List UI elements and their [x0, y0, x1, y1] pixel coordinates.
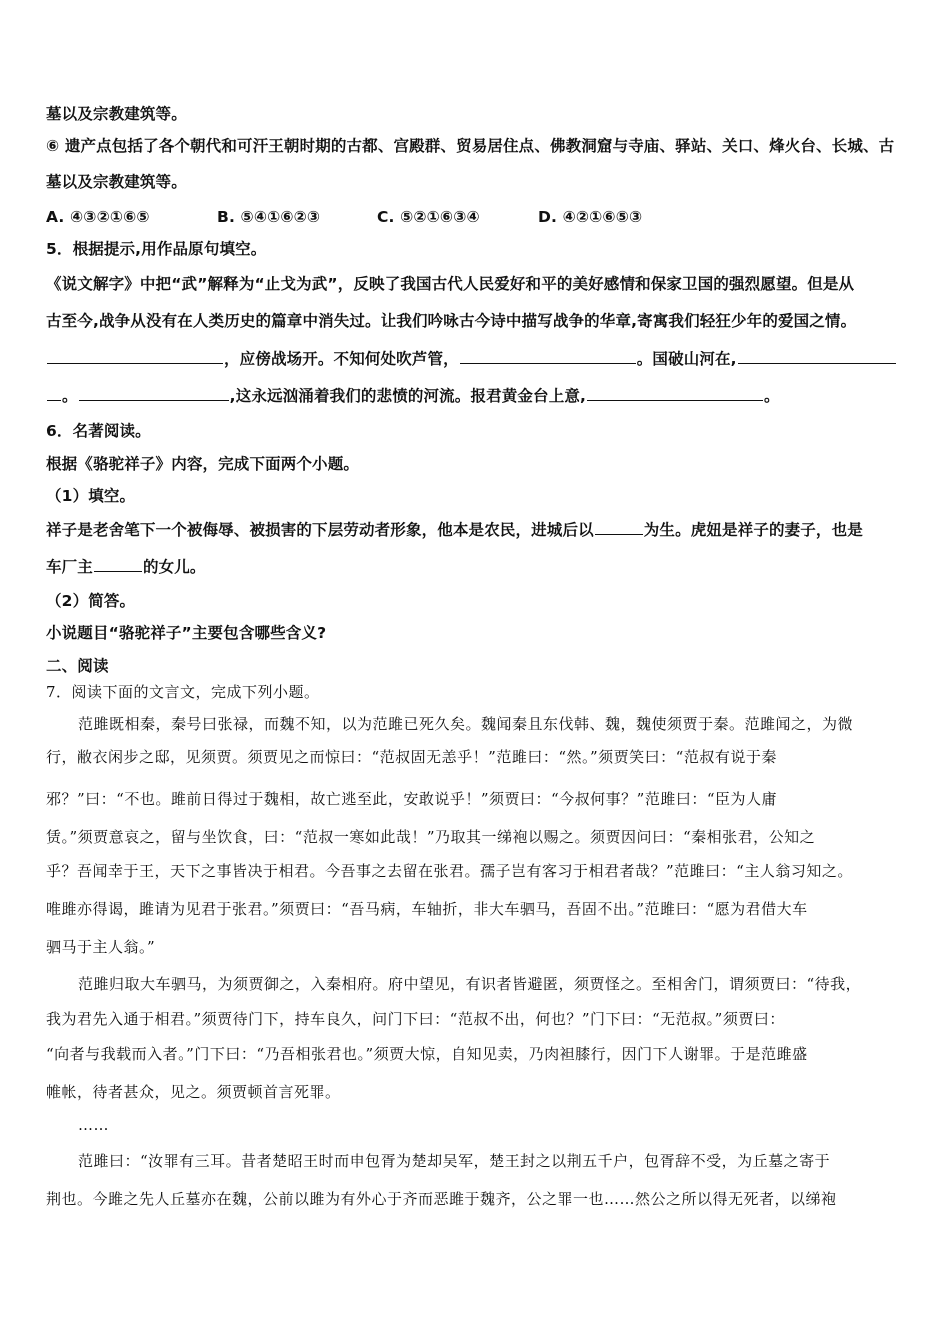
question-5-fill-line: ，应傍战场开。不知何处吹芦管， 。国破山河在, — [46, 349, 910, 369]
passage-line: 驷马于主人翁。” — [46, 938, 156, 956]
passage-line: “向者与我载而入者。”门下曰：“乃吾相张君也。”须贾大惊，自知见卖，乃肉袒膝行，因门下人谢罪。于是范雎盛 — [46, 1045, 808, 1063]
question-6-intro: 根据《骆驼祥子》内容，完成下面两个小题。 — [46, 455, 360, 473]
passage-line: 邪？”曰：“不也。雎前日得过于魏相，故亡逃至此，安敢说乎！”须贾曰：“今叔何事？”范雎曰：“臣为人庸 — [46, 790, 778, 808]
question-6-sub1: （1）填空。 — [46, 487, 136, 505]
question-6-fill-line: 祥子是老舍笔下一个被侮辱、被损害的下层劳动者形象，他本是农民，进城后以 为生。虎妞是祥子的妻子，也是 — [46, 521, 863, 539]
passage-line: 范雎归取大车驷马，为须贾御之，入秦相府。府中望见，有识者皆避匿，须贾怪之。至相舍门，谓须贾曰：“待我， — [78, 975, 862, 993]
answer-blank[interactable] — [595, 520, 643, 535]
question-6-title: 6．名著阅读。 — [46, 422, 151, 440]
answer-blank[interactable] — [47, 386, 61, 401]
choice-d[interactable]: D. ④②①⑥⑤③ — [538, 208, 643, 226]
passage-line: 我为君先入通于相君。”须贾待门下，持车良久，问门下曰：“范叔不出，何也？”门下曰：“无范叔。”须贾曰： — [46, 1010, 785, 1028]
answer-blank[interactable] — [460, 349, 636, 364]
option-6-line: ⑥ 遗产点包括了各个朝代和可汗王朝时期的古都、宫殿群、贸易居住点、佛教洞窟与寺庙、驿站、关口、烽火台、长城、古 — [46, 137, 895, 155]
answer-choices — [46, 208, 910, 227]
question-5-title: 5．根据提示,用作品原句填空。 — [46, 240, 267, 258]
question-5-fill-line: 。 ,这永远汹涌着我们的悲愤的河流。报君黄金台上意, 。 — [46, 386, 910, 406]
passage-line: 帷帐，待者甚众，见之。须贾顿首言死罪。 — [46, 1083, 341, 1101]
question-7-title: 7．阅读下面的文言文，完成下列小题。 — [46, 683, 320, 701]
answer-blank[interactable] — [587, 386, 763, 401]
passage-line: 乎？吾闻幸于王，天下之事皆决于相君。今吾事之去留在张君。孺子岂有客习于相君者哉？”范雎曰：“主人翁习知之。 — [46, 862, 853, 880]
text-line: 墓以及宗教建筑等。 — [46, 173, 187, 191]
passage-line: 赁。”须贾意哀之，留与坐饮食，曰：“范叔一寒如此哉！”乃取其一绨袍以赐之。须贾因问曰：“秦相张君，公知之 — [46, 828, 816, 846]
choice-c[interactable]: C. ⑤②①⑥③④ — [377, 208, 480, 226]
passage-line: 唯雎亦得谒，雎请为见君于张君。”须贾曰：“吾马病，车轴折，非大车驷马，吾固不出。”范雎曰：“愿为君借大车 — [46, 900, 808, 918]
question-6-question: 小说题目“骆驼祥子”主要包含哪些含义? — [46, 624, 327, 642]
passage-line: 荆也。今雎之先人丘墓亦在魏，公前以雎为有外心于齐而恶雎于魏齐，公之罪一也……然公之所以得无死者，以绨袍 — [46, 1190, 837, 1208]
passage-line: 范雎曰：“汝罪有三耳。昔者楚昭王时而申包胥为楚却吴军，楚王封之以荆五千户，包胥辞不受，为丘墓之寄于 — [78, 1152, 831, 1170]
choice-b[interactable]: B. ⑤④①⑥②③ — [217, 208, 321, 226]
question-6-sub2: （2）简答。 — [46, 592, 136, 610]
ellipsis-line: …… — [78, 1116, 109, 1134]
passage-line: 范雎既相秦，秦号曰张禄，而魏不知，以为范雎已死久矣。魏闻秦且东伐韩、魏，魏使须贾于秦。范雎闻之，为微 — [78, 715, 854, 733]
choice-a[interactable]: A. ④③②①⑥⑤ — [46, 208, 150, 226]
text-line: 墓以及宗教建筑等。 — [46, 105, 187, 123]
section-heading: 二、阅读 — [46, 657, 109, 675]
answer-blank[interactable] — [79, 386, 229, 401]
answer-blank[interactable] — [47, 349, 223, 364]
question-5-text: 古至今,战争从没有在人类历史的篇章中消失过。让我们吟咏古今诗中描写战争的华章,寄寓我们轻狂少年的爱国之情。 — [46, 312, 857, 330]
question-5-text: 《说文解字》中把“武”解释为“止戈为武”，反映了我国古代人民爱好和平的美好感情和保家卫国的强烈愿望。但是从 — [46, 275, 855, 293]
answer-blank[interactable] — [738, 349, 896, 364]
question-6-fill-line: 车厂主 的女儿。 — [46, 558, 206, 576]
answer-blank[interactable] — [94, 557, 142, 572]
passage-line: 行，敝衣闲步之邸，见须贾。须贾见之而惊曰：“范叔固无恙乎！”范雎曰：“然。”须贾笑曰：“范叔有说于秦 — [46, 748, 777, 766]
